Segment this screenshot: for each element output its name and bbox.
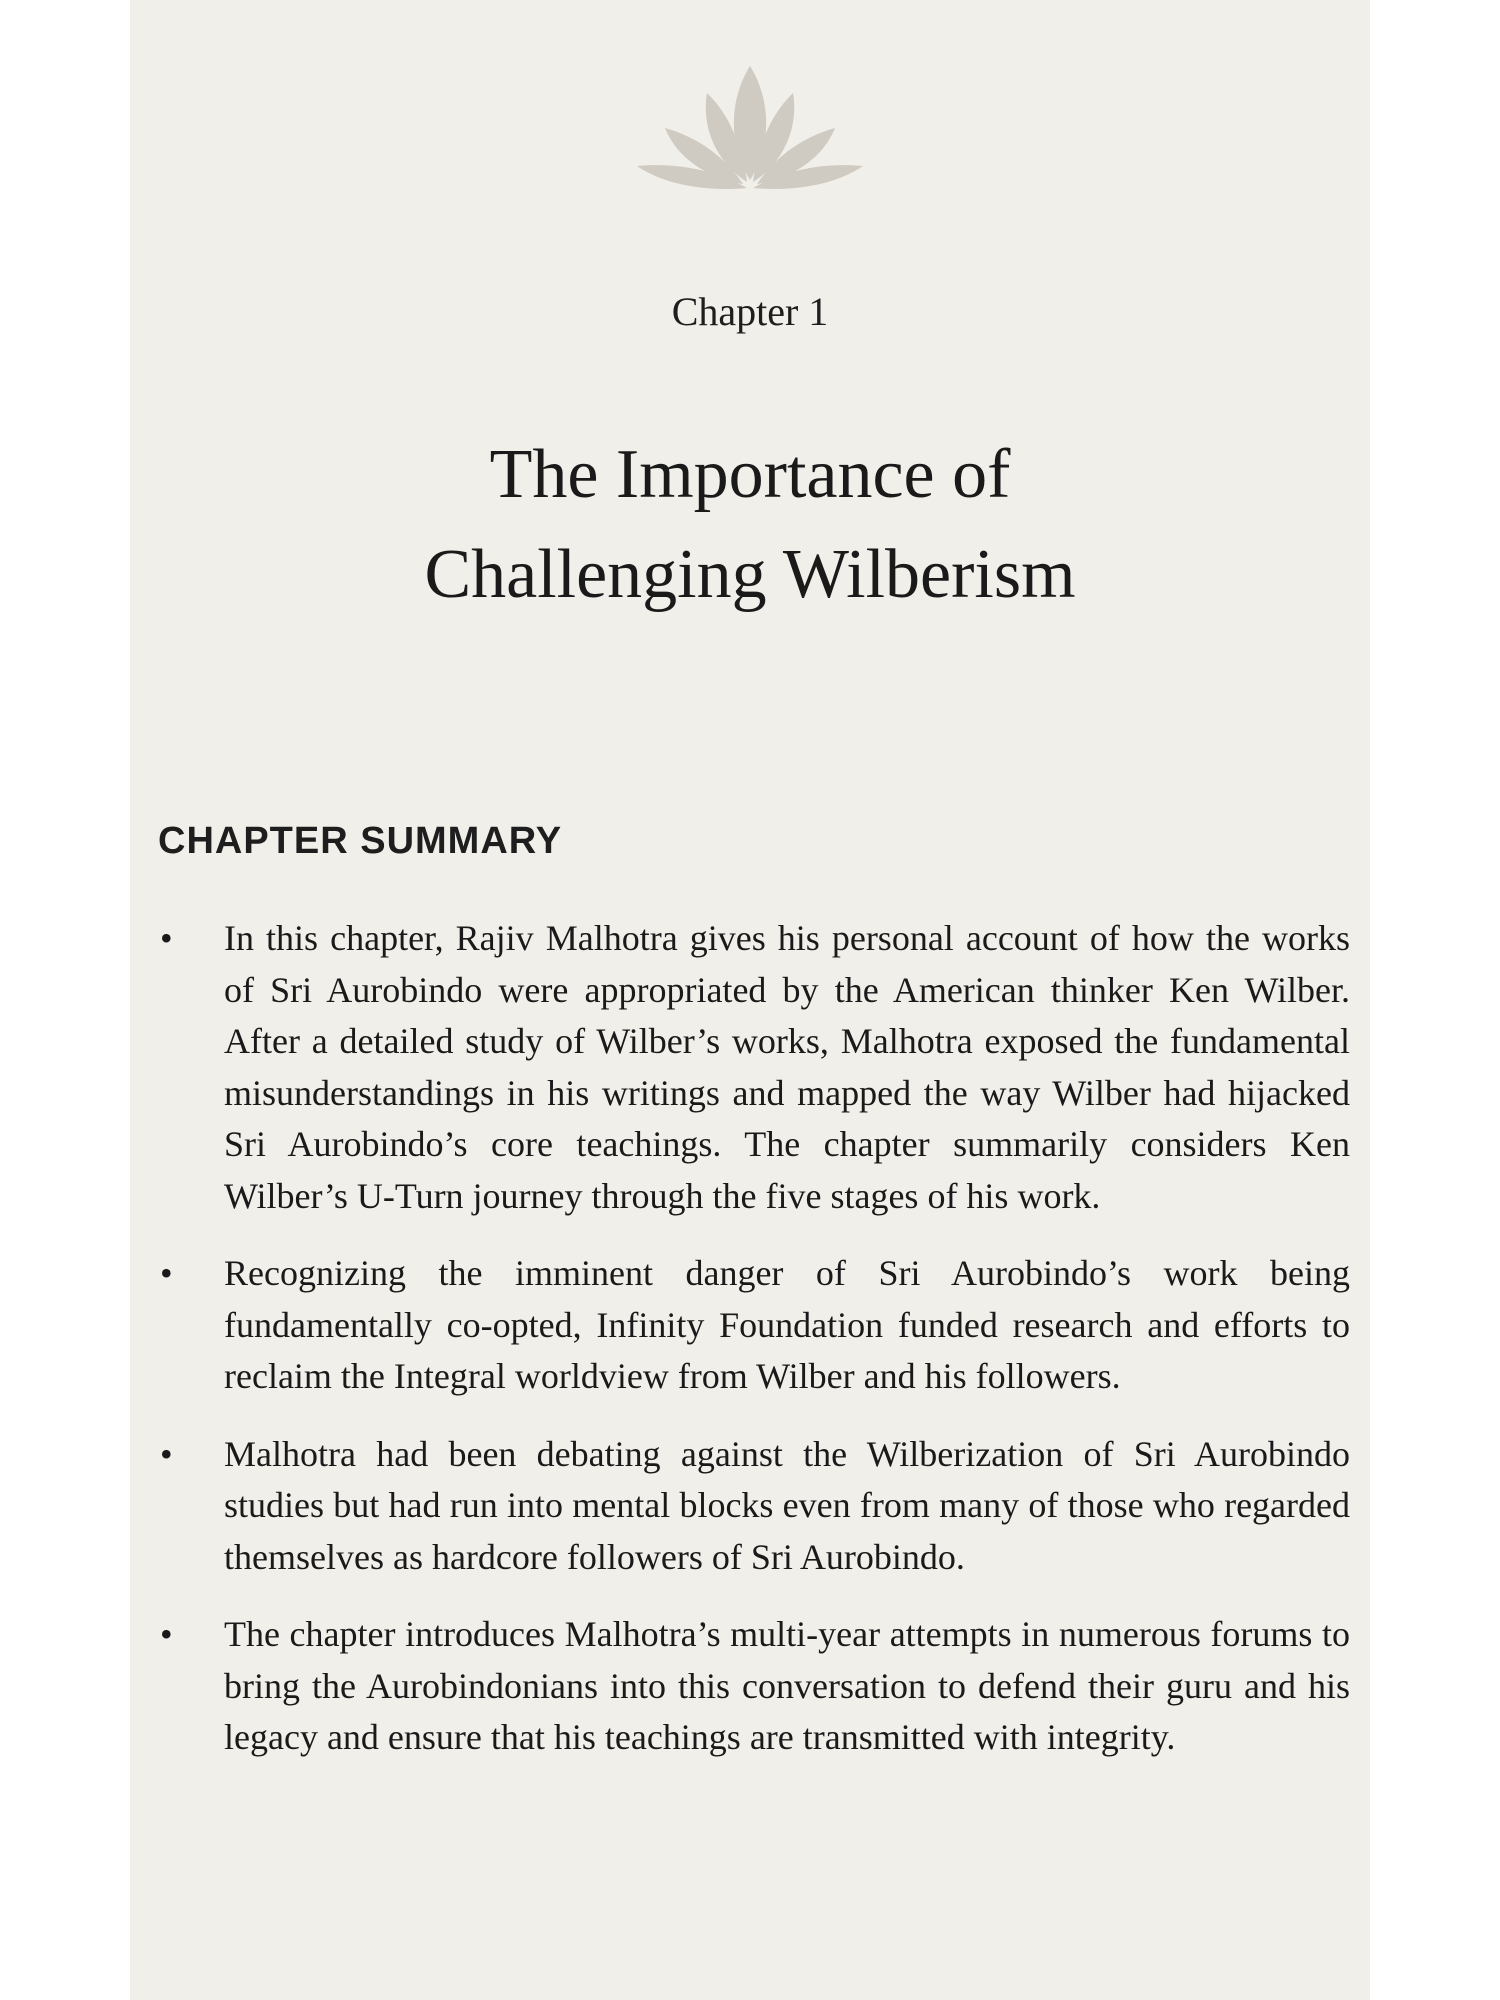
chapter-number: Chapter 1 — [671, 289, 829, 334]
lotus-icon — [635, 58, 865, 198]
summary-bullet-item — [158, 1429, 1350, 1584]
summary-bullet-item — [158, 913, 1350, 1222]
book-page — [130, 0, 1370, 2000]
summary-bullet-list — [158, 913, 1350, 1790]
chapter-summary-heading: CHAPTER SUMMARY — [158, 820, 563, 862]
summary-bullet-text: Malhotra had been debating against the Wilberization of Sri Aurobindo studies but had run into mental blocks even from many of those who regarded themselves as hardcore followers of Sri Aurobindo. — [224, 1433, 1350, 1577]
bullet-icon: • — [160, 1253, 173, 1293]
summary-bullet-item — [158, 1609, 1350, 1764]
summary-bullet-text: In this chapter, Rajiv Malhotra gives his personal account of how the works of Sri Aurobindo were appropriated by the American thinker Ken Wilber. After a detailed study of Wilber’s works, Malhotra exposed the fundamental misunderstandings in his writings and mapped the way Wilber had hijacked Sri Aurobindo’s core teachings. The chapter summarily considers Ken Wilber’s U-Turn journey through the five stages of his work. — [224, 918, 1350, 1216]
summary-bullet-text: The chapter introduces Malhotra’s multi-year attempts in numerous forums to bring the Aurobindonians into this conversation to defend their guru and his legacy and ensure that his teachings are transmitted with integrity. — [224, 1614, 1350, 1757]
chapter-title-line-1: The Importance of — [489, 436, 1011, 513]
bullet-icon: • — [160, 1433, 173, 1474]
chapter-title-line-2: Challenging Wilberism — [424, 536, 1076, 613]
bullet-icon: • — [160, 1614, 173, 1654]
summary-bullet-item — [158, 1248, 1350, 1403]
bullet-icon: • — [160, 918, 173, 958]
summary-bullet-text: Recognizing the imminent danger of Sri Aurobindo’s work being fundamentally co-opted, Infinity Foundation funded research and efforts to reclaim the Integral worldview from Wilber and his followers. — [224, 1253, 1350, 1396]
chapter-title — [130, 425, 1370, 625]
